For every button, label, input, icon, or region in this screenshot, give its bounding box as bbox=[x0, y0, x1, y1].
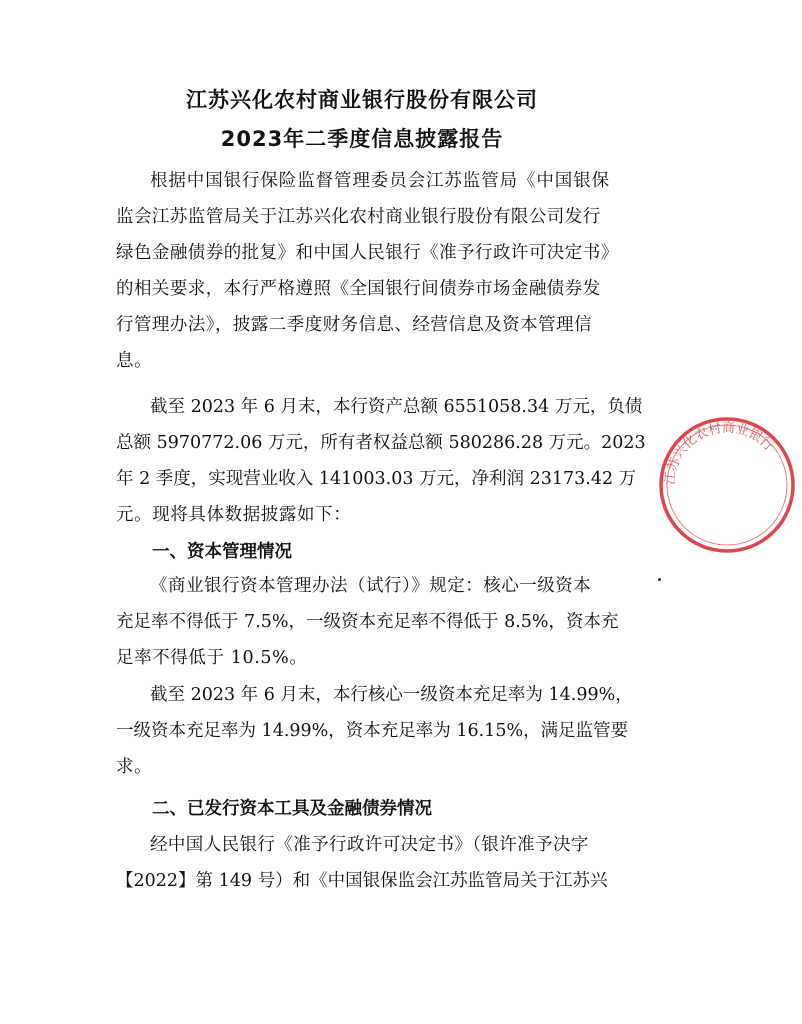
text-line: 一级资本充足率为 14.99%，资本充足率为 16.15%，满足监管要 bbox=[116, 721, 629, 741]
text-line: 足率不得低于 10.5%。 bbox=[116, 648, 308, 668]
text-line: 的相关要求，本行严格遵照《全国银行间债券市场金融债券发 bbox=[116, 279, 601, 299]
text-line: 根据中国银行保险监督管理委员会江苏监管局《中国银保 bbox=[150, 171, 610, 191]
text-line: 【2022】第 149 号）和《中国银保监会江苏监管局关于江苏兴 bbox=[116, 871, 608, 891]
text-line: 息。 bbox=[116, 351, 153, 371]
seal-text: 江苏兴化农村商业银行 bbox=[662, 420, 777, 486]
text-line: 截至 2023 年 6 月末，本行核心一级资本充足率为 14.99%， bbox=[150, 685, 633, 705]
section-heading-1: 一、资本管理情况 bbox=[152, 542, 292, 562]
text-line: 总额 5970772.06 万元，所有者权益总额 580286.28 万元。2023 bbox=[116, 433, 646, 453]
text-line: 截至 2023 年 6 月末，本行资产总额 6551058.34 万元，负债 bbox=[150, 397, 643, 417]
text-line: 《商业银行资本管理办法（试行）》规定：核心一级资本 bbox=[150, 576, 592, 596]
text-line: 绿色金融债券的批复》和中国人民银行《准予行政许可决定书》 bbox=[116, 243, 619, 263]
document-title-line2: 2023年二季度信息披露报告 bbox=[220, 127, 504, 151]
text-line: 经中国人民银行《准予行政许可决定书》（银许准予决字 bbox=[150, 835, 589, 855]
text-line: 元。现将具体数据披露如下： bbox=[116, 505, 352, 525]
text-line: 充足率不得低于 7.5%，一级资本充足率不得低于 8.5%，资本充 bbox=[116, 612, 619, 632]
text-line: 年 2 季度，实现营业收入 141003.03 万元，净利润 23173.42 万 bbox=[116, 469, 637, 489]
text-line: 行管理办法》，披露二季度财务信息、经营信息及资本管理信 bbox=[116, 315, 592, 335]
section-heading-2: 二、已发行资本工具及金融债券情况 bbox=[152, 799, 432, 819]
text-line: 求。 bbox=[116, 757, 153, 777]
mark-dot bbox=[658, 578, 661, 581]
document-title-line1: 江苏兴化农村商业银行股份有限公司 bbox=[186, 88, 538, 112]
text-line: 监会江苏监管局关于江苏兴化农村商业银行股份有限公司发行 bbox=[116, 207, 601, 227]
seal-stamp-icon bbox=[652, 410, 802, 560]
